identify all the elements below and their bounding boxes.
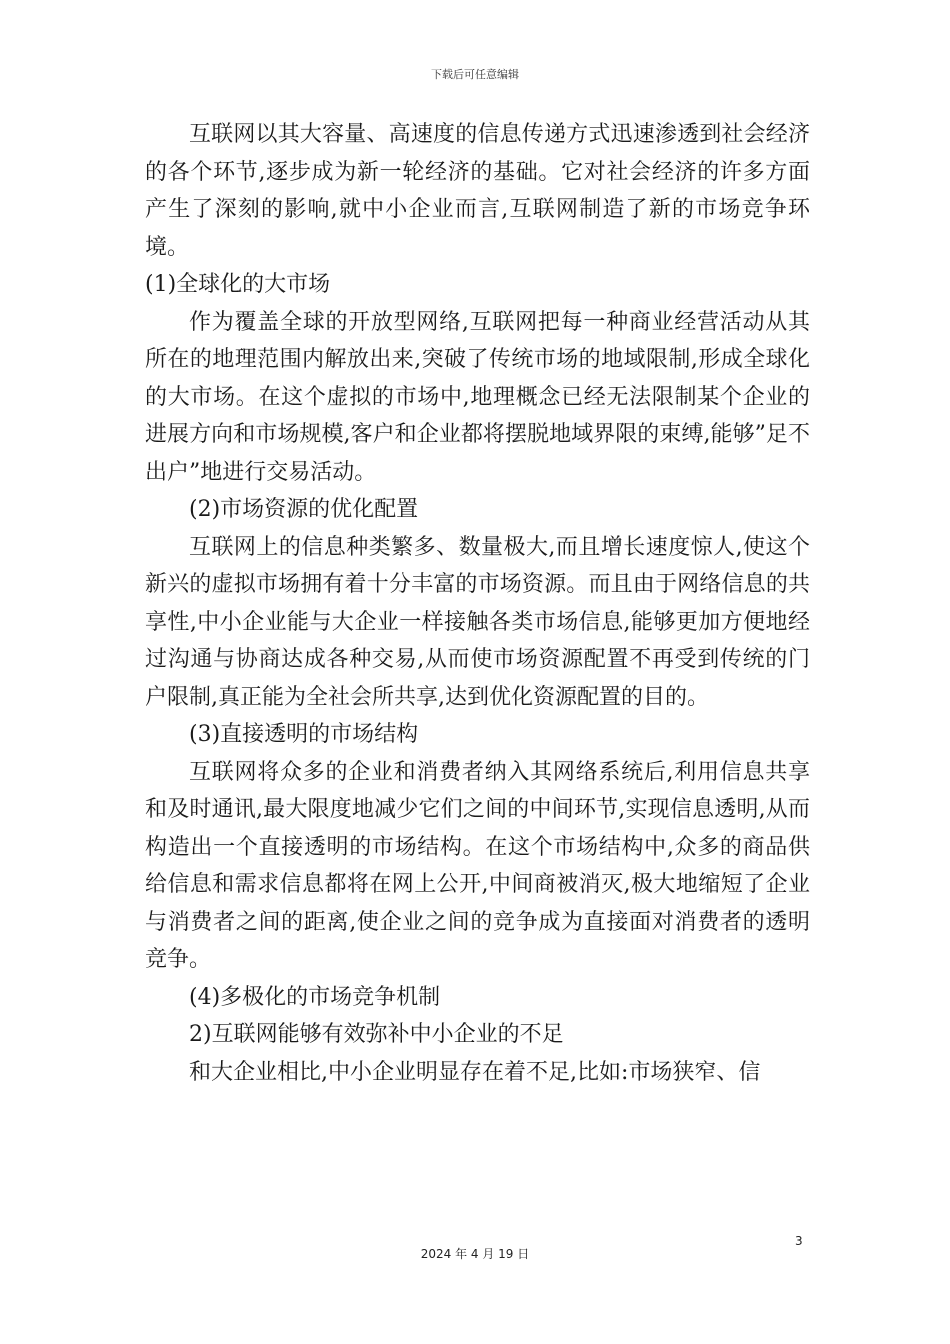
heading-global-market: (1)全球化的大市场 [145, 272, 331, 297]
paragraph-transparent-structure: 互联网将众多的企业和消费者纳入其网络系统后,利用信息共享和及时通讯,最大限度地减少它们之间的中间环节,实现信息透明,从而构造出一个直接透明的市场结构。在这个市场结构中,众多的商品供给信息和需求信息都将在网上公开,中间商被消灭,极大地缩短了企业与消费者之间的距离,使企业之间的竞争成为直接面对消费者的透明竞争。 [145, 759, 810, 972]
page-header [0, 66, 950, 82]
footer-date: 2024 年 4 月 19 日 [420, 1247, 530, 1261]
paragraph-intro: 互联网以其大容量、高速度的信息传递方式迅速渗透到社会经济的各个环节,逐步成为新一轮经济的基础。它对社会经济的许多方面产生了深刻的影响,就中小企业而言,互联网制造了新的市场竞争环境。 [145, 122, 810, 260]
document-body [145, 116, 810, 1091]
header-text: 下载后可任意编辑 [431, 68, 519, 81]
heading-resource-allocation: (2)市场资源的优化配置 [189, 497, 419, 522]
paragraph-sme-shortcomings: 和大企业相比,中小企业明显存在着不足,比如:市场狭窄、信 [189, 1059, 761, 1085]
heading-internet-compensates: 2)互联网能够有效弥补中小企业的不足 [189, 1022, 564, 1047]
heading-transparent-structure: (3)直接透明的市场结构 [189, 722, 419, 747]
heading-competition-mechanism: (4)多极化的市场竞争机制 [189, 984, 441, 1010]
paragraph-resource-allocation: 互联网上的信息种类繁多、数量极大,而且增长速度惊人,使这个新兴的虚拟市场拥有着十分丰富的市场资源。而且由于网络信息的共享性,中小企业能与大企业一样接触各类市场信息,能够更加方便地经过沟通与协商达成各种交易,从而使市场资源配置不再受到传统的门户限制,真正能为全社会所共享,达到优化资源配置的目的。 [145, 534, 810, 710]
page-footer [0, 1245, 950, 1262]
page-number: 3 [795, 1234, 803, 1248]
paragraph-global-market: 作为覆盖全球的开放型网络,互联网把每一种商业经营活动从其所在的地理范围内解放出来,突破了传统市场的地域限制,形成全球化的大市场。在这个虚拟的市场中,地理概念已经无法限制某个企业的进展方向和市场规模,客户和企业都将摆脱地域界限的束缚,能够”足不出户”地进行交易活动。 [145, 309, 810, 485]
